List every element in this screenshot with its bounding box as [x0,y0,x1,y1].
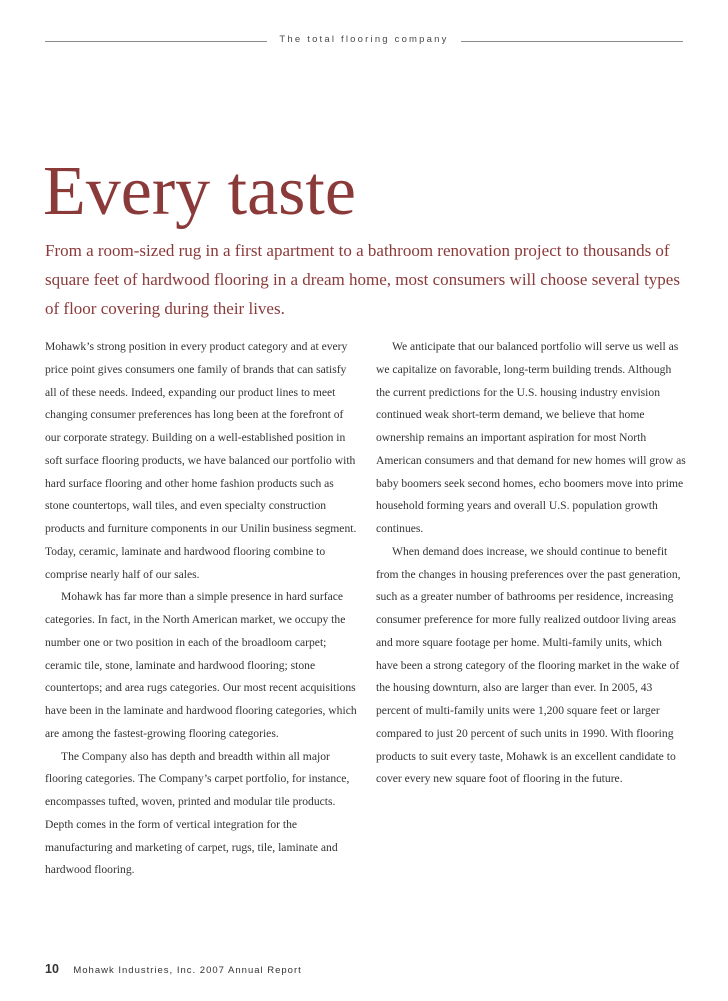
body-paragraph: When demand does increase, we should continue to benefit from the changes in housing preferences over the past generation, such as a greater number of bathrooms per residence, increasing consumer preference for more fully realized outdoor living areas and more square footage per home. Multi-family units, which have been a strong category of the flooring market in the wake of the housing downturn, also are larger than ever. In 2005, 43 percent of multi-family units were 1,200 square feet or larger compared to just 20 percent of such units in 1990. With flooring products to suit every taste, Mohawk is an excellent candidate to cover every new square foot of flooring in the future. [376,544,681,786]
body-paragraph: Mohawk’s strong position in every product category and at every price point gives consumers one family of brands that can satisfy all of these needs. Indeed, expanding our product lines to meet changing consumer preferences has long been at the forefront of our corporate strategy. Building on a well-established position in soft surface flooring products, we have balanced our portfolio with hard surface flooring and other home fashion products such as stone countertops, wall tiles, and even specialty construction products and furniture components in our Unilin business segment. Today, ceramic, laminate and hardwood flooring combine to comprise nearly half of our sales. [45,340,357,581]
page-subtitle: From a room-sized rug in a first apartment to a bathroom renovation project to thousands of square feet of hardwood flooring in a dream home, most consumers will choose several types of floor covering during their lives. [45,241,680,318]
header-rule-left [45,41,267,42]
page-title: Every taste [43,153,356,230]
right-column [376,336,686,791]
body-paragraph: We anticipate that our balanced portfolio will serve us well as we capitalize on favorable, long-term building trends. Although the current predictions for the U.S. housing industry envision continued weak short-term demand, we believe that home ownership remains an important aspiration for most North American consumers and that demand for new homes will grow as baby boomers seek second homes, echo boomers move into prime household forming years and overall U.S. population growth continues. [376,340,686,535]
body-paragraph: Mohawk has far more than a simple presence in hard surface categories. In fact, in the North American market, we occupy the number one or two position in each of the broadloom carpet; ceramic tile, stone, laminate and hardwood flooring; stone countertops; and area rugs categories. Our most recent acquisitions have been in the laminate and hardwood flooring categories, which are among the fastest-growing flooring categories. [45,590,357,740]
header-rule-right [461,41,683,42]
page-number: 10 [45,962,59,976]
body-paragraph: The Company also has depth and breadth within all major flooring categories. The Company’s carpet portfolio, for instance, encompasses tufted, woven, printed and modular tile products. Depth comes in the form of vertical integration for the manufacturing and marketing of carpet, rugs, tile, laminate and hardwood flooring. [45,749,350,877]
header-tagline: The total flooring company [279,34,449,45]
report-title: Mohawk Industries, Inc. 2007 Annual Report [73,965,302,976]
page-footer [45,960,302,978]
left-column [45,336,360,882]
